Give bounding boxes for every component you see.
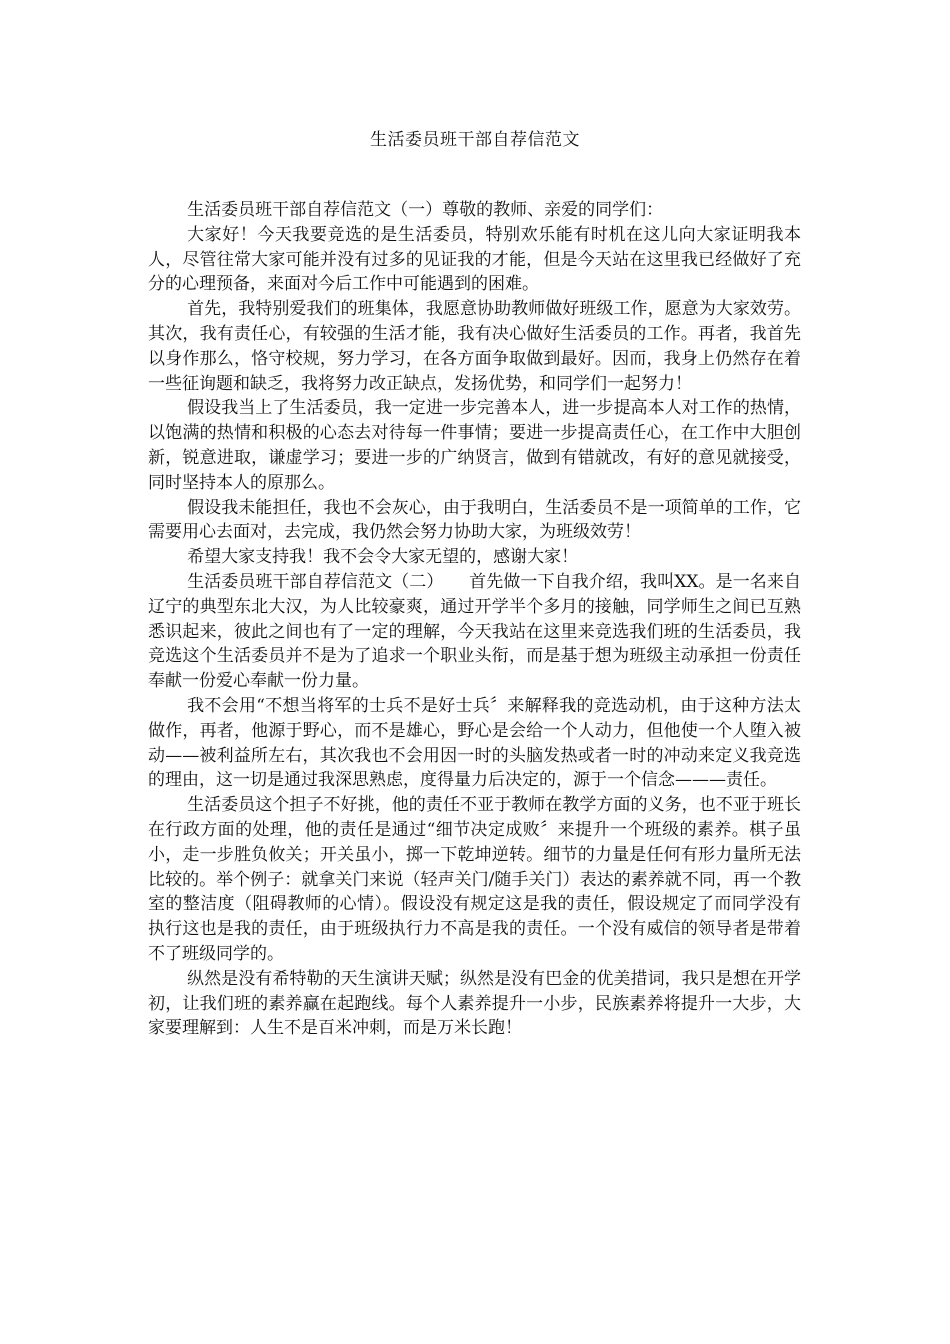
- document-body: [148, 198, 801, 1041]
- document-title: 生活委员班干部自荐信范文: [370, 130, 580, 150]
- paragraph: 假设我当上了生活委员，我一定进一步完善本人，进一步提高本人对工作的热情，以饱满的热情和积极的心态去对待每一件事情；要进一步提高责任心，在工作中大胆创新，锐意进取，谦虚学习；要进一步的广纳贤言，做到有错就改，有好的意见就接受，同时坚持本人的原那么。: [148, 398, 801, 493]
- paragraph: 生活委员班干部自荐信范文（二） 首先做一下自我介绍，我叫XX。是一名来自辽宁的典型东北大汉，为人比较豪爽，通过开学半个多月的接触，同学师生之间已互熟悉识起来，彼此之间也有了一定的理解，今天我站在这里来竞选我们班的生活委员，我竞选这个生活委员并不是为了追求一个职业头衔，而是基于想为班级主动承担一份责任奉献一份爱心奉献一份力量。: [148, 571, 801, 692]
- paragraph: 纵然是没有希特勒的天生演讲天赋；纵然是没有巴金的优美措词，我只是想在开学初，让我们班的素养赢在起跑线。每个人素养提升一小步，民族素养将提升一大步，大家要理解到：人生不是百米冲刺，而是万米长跑！: [148, 968, 801, 1039]
- paragraph: 假设我未能担任，我也不会灰心，由于我明白，生活委员不是一项简单的工作，它需要用心去面对，去完成，我仍然会努力协助大家，为班级效劳！: [148, 497, 801, 543]
- paragraph: 生活委员这个担子不好挑，他的责任不亚于教师在教学方面的义务，也不亚于班长在行政方面的处理，他的责任是通过“细节决定成败〞来提升一个班级的素养。棋子虽小，走一步胜负攸关；开关虽小，掷一下乾坤逆转。细节的力量是任何有形力量所无法比较的。举个例子：就拿关门来说（轻声关门/随手关门）表达的素养就不同，再一个教室的整洁度（阻碍教师的心情）。假设没有规定这是我的责任，假设规定了而同学没有执行这也是我的责任，由于班级执行力不高是我的责任。一个没有威信的领导者是带着不了班级同学的。: [148, 795, 801, 964]
- paragraph: 首先，我特别爱我们的班集体，我愿意协助教师做好班级工作，愿意为大家效劳。其次，我有责任心，有较强的生活才能，我有决心做好生活委员的工作。再者，我首先以身作那么，恪守校规，努力学习，在各方面争取做到最好。因而，我身上仍然存在着一些征询题和缺乏，我将努力改正缺点，发扬优势，和同学们一起努力！: [148, 299, 801, 394]
- paragraph: 生活委员班干部自荐信范文（一）尊敬的教师、亲爱的同学们：: [187, 200, 664, 220]
- paragraph: 希望大家支持我！我不会令大家无望的，感谢大家！: [187, 547, 579, 568]
- paragraph: 我不会用“不想当将军的士兵不是好士兵〞来解释我的竞选动机，由于这种方法太做作，再者，他源于野心，而不是雄心，野心是会给一个人动力，但他使一个人堕入被动——被利益所左右，其次我也不会用因一时的头脑发热或者一时的冲动来定义我竞选的理由，这一切是通过我深思熟虑，度得量力后决定的，源于一个信念———责任。: [148, 695, 801, 791]
- paragraph: 大家好！今天我要竞选的是生活委员，特别欢乐能有时机在这儿向大家证明我本人，尽管往常大家可能并没有过多的见证我的才能，但是今天站在这里我已经做好了充分的心理预备，来面对今后工作中可能遇到的困难。: [148, 224, 801, 295]
